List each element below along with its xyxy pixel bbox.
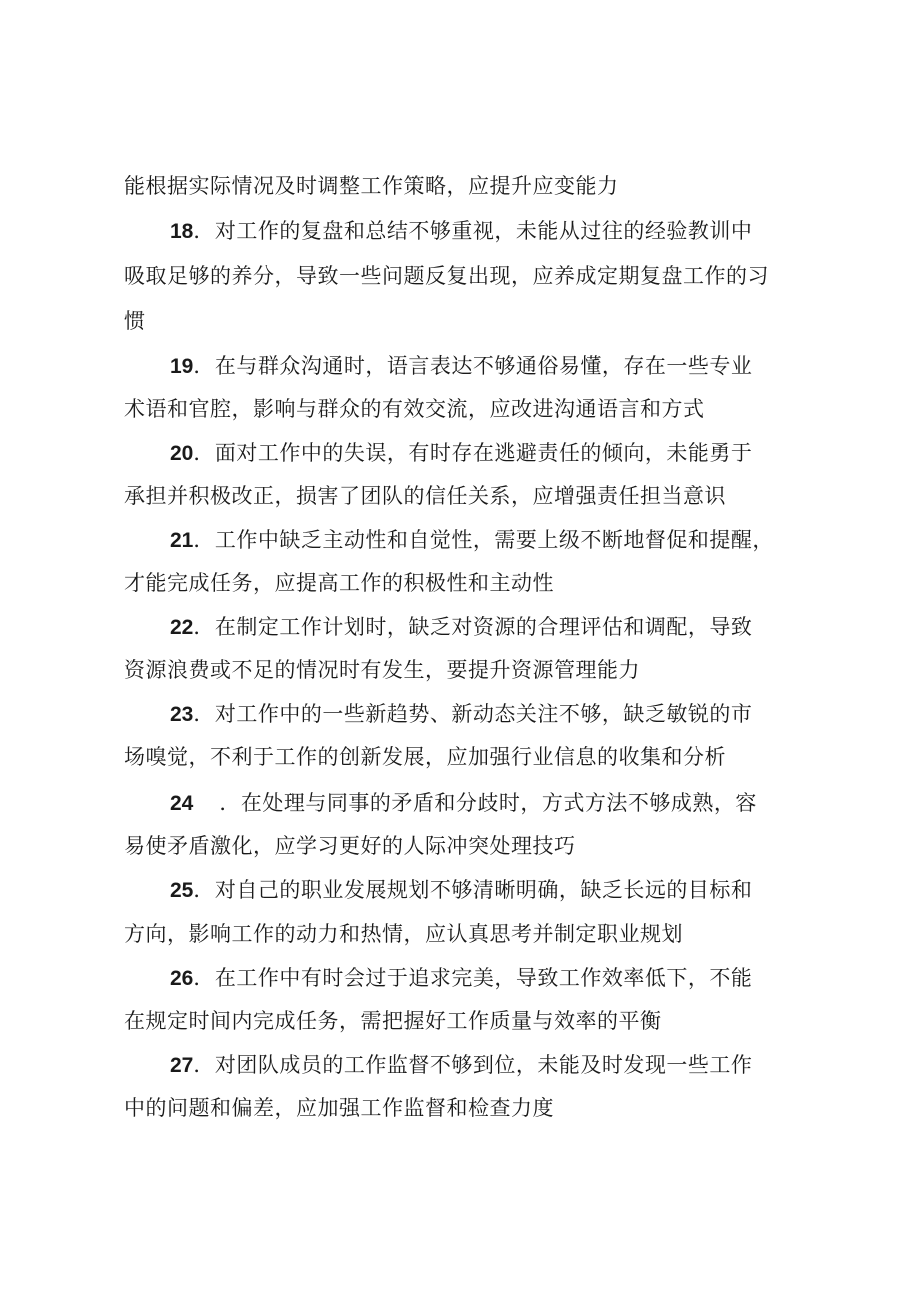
list-item-24-line-2: 易使矛盾激化，应学习更好的人际冲突处理技巧 xyxy=(124,834,576,858)
list-item-25-line-2: 方向，影响工作的动力和热情，应认真思考并制定职业规划 xyxy=(124,922,683,946)
item-number: 26 xyxy=(170,967,194,990)
list-item-21-line-2: 才能完成任务，应提高工作的积极性和主动性 xyxy=(124,571,554,595)
list-item-25-line-1: 25．对自己的职业发展规划不够清晰明确，缺乏长远的目标和 xyxy=(170,878,753,902)
list-item-20-line-1: 20．面对工作中的失误，有时存在逃避责任的倾向，未能勇于 xyxy=(170,441,753,465)
item-number: 19 xyxy=(170,355,194,378)
continuation-line: 能根据实际情况及时调整工作策略，应提升应变能力 xyxy=(124,174,619,198)
list-item-26-line-2: 在规定时间内完成任务，需把握好工作质量与效率的平衡 xyxy=(124,1009,662,1033)
list-item-24-line-1: 24 ．在处理与同事的矛盾和分歧时，方式方法不够成熟，容 xyxy=(170,791,757,815)
item-number: 18 xyxy=(170,220,194,243)
list-item-21-line-1: 21．工作中缺乏主动性和自觉性，需要上级不断地督促和提醒， xyxy=(170,528,774,552)
item-number: 20 xyxy=(170,442,194,465)
item-number: 21 xyxy=(170,529,194,552)
list-item-19-line-2: 术语和官腔，影响与群众的有效交流，应改进沟通语言和方式 xyxy=(124,397,705,421)
item-number: 25 xyxy=(170,879,194,902)
list-item-27-line-2: 中的问题和偏差，应加强工作监督和检查力度 xyxy=(124,1096,554,1120)
list-item-27-line-1: 27．对团队成员的工作监督不够到位，未能及时发现一些工作 xyxy=(170,1053,753,1077)
item-number: 27 xyxy=(170,1054,194,1077)
item-number: 22 xyxy=(170,616,194,639)
item-number: 23 xyxy=(170,703,194,726)
list-item-22-line-1: 22．在制定工作计划时，缺乏对资源的合理评估和调配，导致 xyxy=(170,615,753,639)
list-item-23-line-1: 23．对工作中的一些新趋势、新动态关注不够，缺乏敏锐的市 xyxy=(170,702,753,726)
list-item-23-line-2: 场嗅觉，不利于工作的创新发展，应加强行业信息的收集和分析 xyxy=(124,745,726,769)
list-item-18-line-2: 吸取足够的养分，导致一些问题反复出现，应养成定期复盘工作的习 xyxy=(124,264,769,288)
list-item-22-line-2: 资源浪费或不足的情况时有发生，要提升资源管理能力 xyxy=(124,658,640,682)
list-item-18-line-3: 惯 xyxy=(124,309,146,333)
item-number: 24 xyxy=(170,792,194,815)
list-item-20-line-2: 承担并积极改正，损害了团队的信任关系，应增强责任担当意识 xyxy=(124,484,726,508)
list-item-18-line-1: 18．对工作的复盘和总结不够重视，未能从过往的经验教训中 xyxy=(170,219,753,243)
list-item-19-line-1: 19．在与群众沟通时，语言表达不够通俗易懂，存在一些专业 xyxy=(170,354,753,378)
list-item-26-line-1: 26．在工作中有时会过于追求完美，导致工作效率低下，不能 xyxy=(170,966,753,990)
